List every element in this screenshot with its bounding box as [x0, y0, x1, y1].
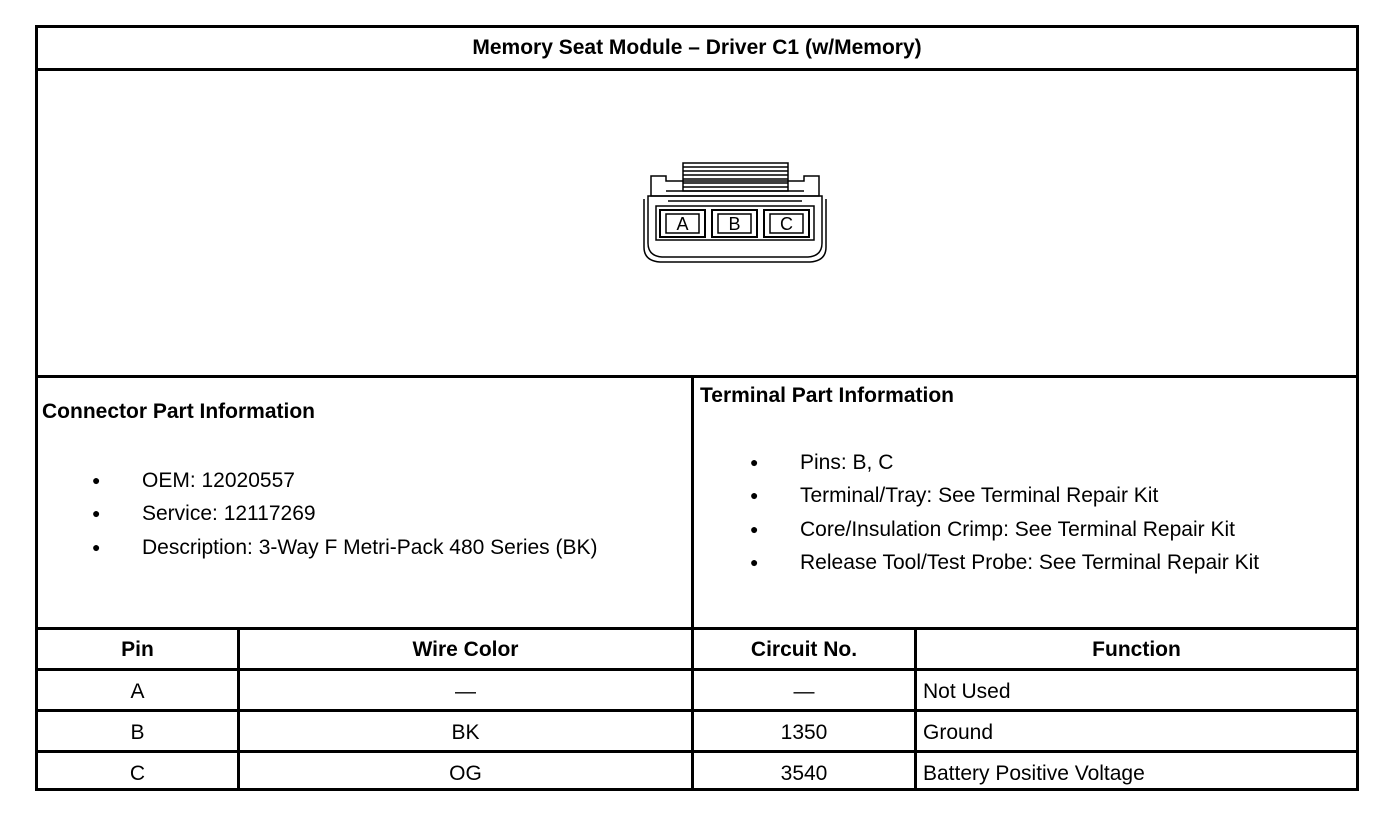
connector-info-heading: Connector Part Information	[42, 400, 316, 423]
connector-face-diagram	[608, 161, 828, 296]
cell-function: Battery Positive Voltage	[923, 761, 1145, 785]
connector-part-info	[42, 400, 687, 564]
header-pin: Pin	[121, 637, 154, 661]
list-item: ● Service: 12117269	[42, 497, 687, 530]
cell-wire-color: OG	[449, 761, 482, 785]
cell-circuit-no: —	[793, 679, 815, 703]
pin-label-c: C	[780, 214, 793, 234]
cell-wire-color: —	[455, 679, 476, 703]
cell-circuit-no: 3540	[780, 761, 828, 785]
header-wire-color: Wire Color	[412, 637, 519, 661]
page-title: Memory Seat Module – Driver C1 (w/Memory)	[472, 36, 922, 59]
list-item: ● Description: 3-Way F Metri-Pack 480 Series (BK)	[42, 531, 687, 564]
cell-pin: A	[130, 679, 145, 703]
terminal-part-info	[700, 384, 1360, 580]
table-row	[38, 753, 1356, 794]
table-header-row	[38, 629, 1356, 670]
cell-wire-color: BK	[451, 720, 480, 744]
cell-function: Not Used	[923, 679, 1011, 703]
cell-pin: C	[129, 761, 146, 785]
list-item: ● OEM: 12020557	[42, 464, 687, 497]
list-item: ● Core/Insulation Crimp: See Terminal Repair Kit	[700, 513, 1360, 546]
header-circuit-no: Circuit No.	[750, 637, 858, 661]
cell-function: Ground	[923, 720, 994, 744]
list-item: ● Pins: B, C	[700, 446, 1360, 479]
pin-label-b: B	[728, 214, 741, 234]
list-item: ● Release Tool/Test Probe: See Terminal Repair Kit	[700, 546, 1360, 579]
terminal-info-heading: Terminal Part Information	[700, 384, 954, 407]
table-row	[38, 712, 1356, 753]
list-item: ● Terminal/Tray: See Terminal Repair Kit	[700, 479, 1360, 512]
cell-circuit-no: 1350	[780, 720, 828, 744]
table-row	[38, 671, 1356, 712]
divider	[38, 375, 1356, 378]
connector-diagram-area	[38, 71, 1356, 375]
header-function: Function	[1092, 637, 1181, 661]
connector-sheet	[35, 25, 1359, 791]
cell-pin: B	[130, 720, 145, 744]
divider	[691, 375, 694, 627]
pin-label-a: A	[676, 214, 689, 234]
